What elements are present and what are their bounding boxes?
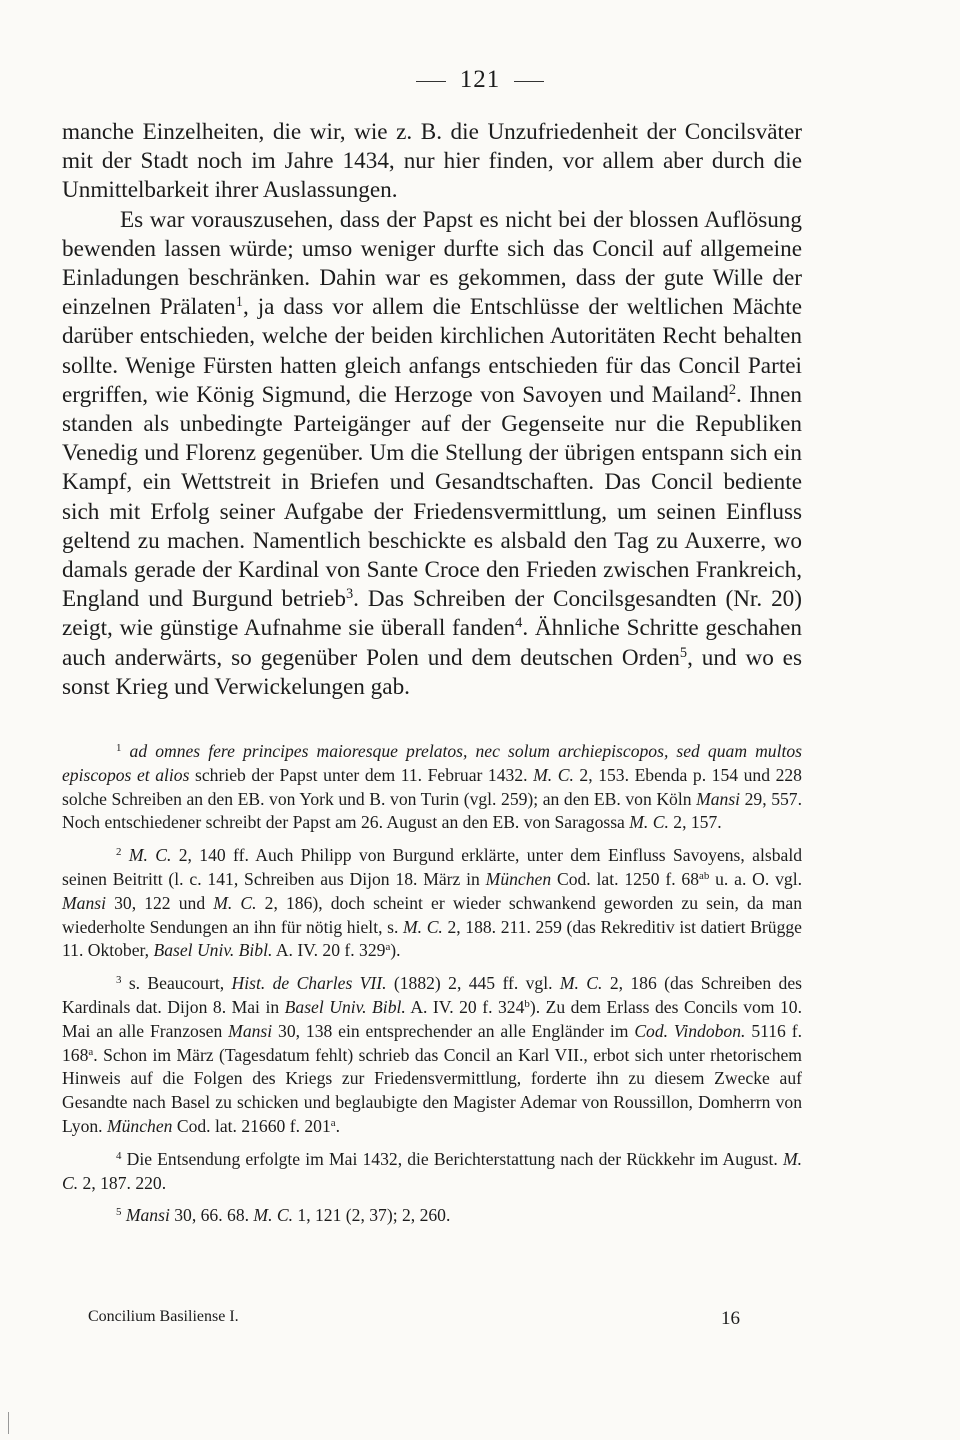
footnote-5 — [62, 1204, 802, 1228]
footnote-text: 29, 557. Noch entschiedener schreibt der Papst am 26. August an den EB. von Saragossa — [62, 788, 802, 833]
footnote-text: ). — [390, 940, 401, 961]
footnote-text: Die Entsendung erfolgte im Mai 1432, die Berichterstattung nach der Rückkehr im August. — [121, 1148, 783, 1169]
footnote-italic: M. C. — [629, 812, 669, 833]
footnote-text: Cod. lat. 1250 f. 68 — [551, 868, 700, 889]
footnote-number: 4 — [116, 1149, 122, 1162]
footnote-number: 2 — [116, 846, 122, 859]
main-text — [62, 118, 802, 702]
footnote-ref-3: 3 — [345, 586, 354, 603]
footnote-ref-4: 4 — [515, 615, 523, 632]
footnote-text: 2, 157. — [668, 812, 722, 833]
paragraph-continued: manche Einzelheiten, die wir, wie z. B. die Unzufriedenheit der Concilsväter mit der Stadt noch im Jahre 1434, nur hier finden, vor allem aber durch die Unmittelbarkeit ihrer Auslassungen. — [62, 119, 802, 204]
footnote-2 — [62, 844, 802, 963]
footnote-1 — [62, 740, 802, 835]
footnote-text: 2, 186), doch scheint er wieder schwankend geworden zu sein, da man wiederholte Sendungen an ihn für nötig hielt, s. — [62, 892, 802, 937]
footnote-text: 30, 66. 68. — [169, 1205, 254, 1226]
footnote-italic: M. C. — [128, 845, 172, 866]
text-run: , und wo es sonst Krieg und Verwickelungen gab. — [62, 644, 803, 700]
footnote-text: u. a. O. vgl. — [709, 868, 802, 889]
footnote-text: (1882) 2, 445 ff. vgl. — [386, 973, 560, 994]
footnote-3 — [62, 972, 802, 1139]
footnote-text: 2, 140 ff. Auch Philipp von Burgund erklärte, unter dem Einfluss Savoyens, alsbald seinen Beitritt (l. c. 141, Schreiben aus Dijon 18. März in — [62, 845, 803, 889]
footnote-italic: M. C. — [559, 973, 603, 994]
footnote-text: . Schon im März (Tagesdatum fehlt) schrieb das Concil an Karl VII., erbot sich unter rhetorischem Hinweis auf die Folgen des Kriegs zur Friedensvermittlung, forderte ihn zu diesem Zwecke auf Gesandte nach Basel zu schicken und beglaubigte den Magister Ademar von Roussillon, Domherrn von Lyon. — [62, 1044, 802, 1136]
footnote-ref-1: 1 — [235, 294, 243, 311]
footnote-text: 30, 138 ein entsprechender an alle Engländer im — [272, 1020, 635, 1041]
footnote-text: 1, 121 (2, 37); 2, 260. — [293, 1205, 451, 1226]
text-run: , ja dass vor allem die Entschlüsse der weltlichen Mächte darüber entschieden, welche der beiden kirchlichen Autoritäten Recht behalten sollte. Wenige Fürsten hatten gleich anfangs entschieden für das Concil Partei ergriffen, wie König Sigmund, die Herzoge von Savoyen und Mailand — [62, 294, 802, 408]
footnote-ref-5: 5 — [679, 644, 688, 661]
folio-superscript: a — [385, 941, 391, 954]
signature-mark: 16 — [721, 1308, 740, 1329]
footnote-number: 1 — [116, 742, 122, 754]
footnote-italic: Mansi — [62, 892, 106, 913]
folio-superscript: b — [524, 997, 530, 1010]
footnote-italic: M. C. — [533, 764, 574, 785]
footnote-italic: Mansi — [125, 1205, 170, 1226]
text-run: . Ihnen standen als unbedingte Parteigänger auf der Gegenseite nur die Republiken Venedig und Florenz gegenüber. Um die Stellung der übrigen entspann sich ein Kampf, ein Wettstreit in Briefen und Gesandtschaften. Das Concil bediente sich mit Erfolg seiner Aufgabe der Friedensvermittlung, um seinen Einfluss geltend zu machen. Namentlich beschickte es alsbald den Tag zu Auxerre, wo damals gerade der Kardinal von Sante Croce den Frieden zwischen Frankreich, England und Burgund betrieb — [62, 381, 802, 613]
footnote-italic: M. C. — [213, 892, 257, 913]
footnote-italic: Cod. Vindobon. — [634, 1020, 746, 1041]
footnote-text: 2, 153. Ebenda p. 154 und 228 solche Schreiben an den EB. von York und B. von Turin (vgl. 259); an den EB. von Köln — [62, 764, 802, 809]
folio-superscript: a — [88, 1045, 94, 1058]
footnote-italic: München — [485, 868, 552, 889]
footnote-text: A. IV. 20 f. 329 — [272, 940, 386, 961]
footnote-text: ). Zu dem Erlass des Concils vom 10. Mai an alle Franzosen — [62, 996, 802, 1041]
footnote-italic: M. C. — [62, 1148, 802, 1193]
footnote-italic: M. C. — [253, 1205, 294, 1226]
footer-title: Concilium Basiliense I. — [88, 1308, 239, 1325]
footnote-italic: Mansi — [228, 1020, 273, 1041]
text-run: Es war vorauszusehen, dass der Papst es nicht bei der blossen Auflösung bewenden lassen würde; umso weniger durfte sich das Concil auf allgemeine Einladungen beschränken. Dahin war es gekommen, dass der gute Wille der einzelnen Prälaten — [62, 206, 802, 321]
page-header — [0, 66, 960, 94]
folio-superscript: ab — [699, 869, 710, 882]
footnote-italic: Hist. de Charles VII. — [231, 973, 387, 994]
footnote-text: s. Beaucourt, — [121, 973, 232, 994]
folio-superscript: a — [330, 1116, 336, 1129]
footnote-text: 5116 f. 168 — [62, 1020, 802, 1065]
paragraph-main — [62, 206, 802, 702]
footnote-number: 5 — [116, 1206, 122, 1219]
footnote-text: Cod. lat. 21660 f. 201 — [172, 1115, 331, 1136]
footnote-ref-2: 2 — [728, 381, 737, 398]
page-footer — [88, 1308, 740, 1330]
footnote-number: 3 — [116, 974, 122, 987]
footnote-italic: M. C. — [403, 916, 443, 937]
footnote-text: schrieb der Papst unter dem 11. Februar 1432. — [189, 764, 534, 785]
footnote-italic: Basel Univ. Bibl. — [284, 996, 406, 1017]
footnote-italic: Mansi — [696, 788, 741, 809]
text-run: . Das Schreiben der Concilsgesandten (Nr. 20) zeigt, wie günstige Aufnahme sie überall fanden — [62, 586, 802, 642]
footnote-text: 2, 188. 211. 259 (das Rekreditiv ist datiert Brügge 11. Oktober, — [62, 916, 802, 961]
footnote-italic: ad omnes fere principes maioresque prelatos, nec solum archiepiscopos, sed quam multos episcopos et alios — [62, 741, 803, 785]
footnote-italic: München — [106, 1115, 173, 1136]
footnote-text: A. IV. 20 f. 324 — [405, 996, 525, 1017]
footnote-text: 30, 122 und — [105, 892, 214, 913]
header-dash-left — [416, 81, 446, 82]
footnote-italic: Basel Univ. Bibl. — [153, 940, 273, 961]
footnote-text: 2, 187. 220. — [78, 1172, 167, 1193]
margin-mark — [8, 1412, 9, 1434]
footnote-4 — [62, 1148, 802, 1196]
header-dash-right — [514, 81, 544, 82]
footnotes — [62, 740, 802, 1237]
footnote-text: . — [335, 1115, 341, 1136]
footnote-text: 2, 186 (das Schreiben des Kardinals dat. Dijon 8. Mai in — [62, 973, 802, 1017]
text-run: . Ähnliche Schritte geschahen auch anderwärts, so gegenüber Polen und dem deutschen Orden — [62, 615, 802, 671]
page-number: 121 — [459, 66, 501, 93]
